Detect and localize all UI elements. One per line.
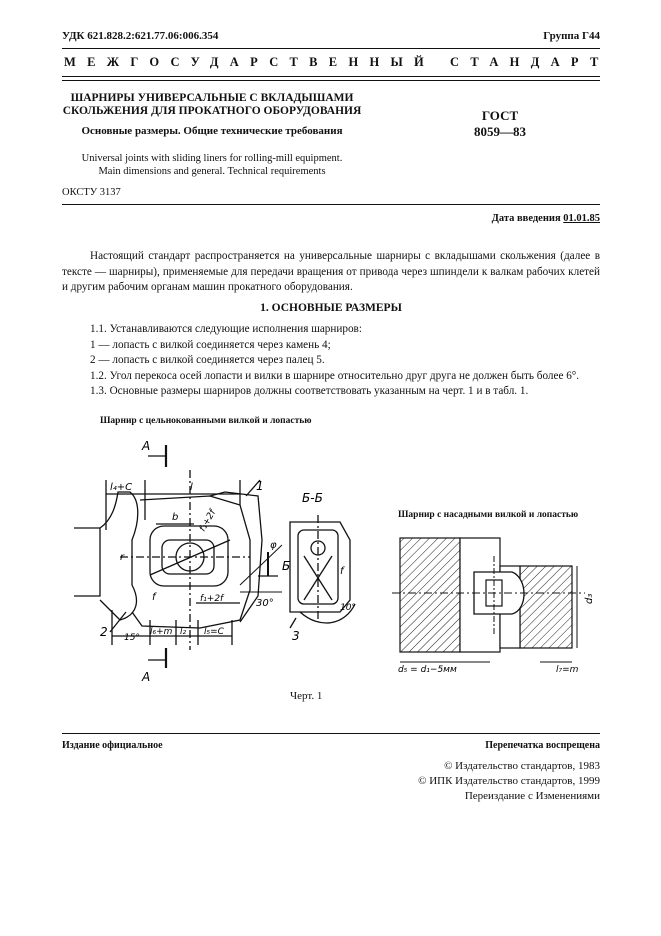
angle-30: 30° <box>256 598 274 609</box>
english-line-1: Universal joints with sliding liners for rolling-mill equipment. <box>81 153 343 164</box>
dim-f-small: f <box>340 566 344 577</box>
dim-f: f <box>152 592 156 603</box>
paragraph-1-3: 1.3. Основные размеры шарниров должны соответствовать указанным на черт. 1 и в табл. 1. <box>90 385 529 398</box>
paragraph-1-1: 1.1. Устанавливаются следующие исполнения шарниров: <box>90 323 362 335</box>
dim-f1-2f-top: f₁+2f <box>197 508 219 534</box>
figure-label: Черт. 1 <box>290 690 323 702</box>
dim-b: b <box>172 512 179 523</box>
callout-1: 1 <box>256 479 264 493</box>
section-1-heading: 1. ОСНОВНЫЕ РАЗМЕРЫ <box>260 302 402 314</box>
callout-2: 2 <box>100 625 108 639</box>
english-line-2: Main dimensions and general. Technical requirements <box>98 166 326 177</box>
dim-f1-2f-bottom: f₁+2f <box>200 594 224 604</box>
dim-r: r <box>120 552 125 563</box>
paragraph-1-1-b: 2 — лопасть с вилкой соединяется через палец 5. <box>90 354 325 367</box>
footer-reprint: Перепечатка воспрещена <box>485 740 600 751</box>
group-code: Группа Г44 <box>543 30 600 42</box>
paragraph-1-2: 1.2. Угол перекоса осей лопасти и вилки в шарнире относительно друг друга не должен быть более 6°. <box>90 369 580 382</box>
intro-date-label: Дата введения <box>491 213 561 224</box>
section-mark-a-bottom: А <box>142 670 151 684</box>
dim-l6-m: l₆+m <box>150 627 173 637</box>
dim-d3: d₃ <box>584 593 595 604</box>
section-mark-b: Б <box>282 559 291 573</box>
dim-l2: l₂ <box>180 627 187 637</box>
callout-3: 3 <box>292 629 300 643</box>
footer-rule <box>62 733 600 734</box>
banner-standard: СТАНДАРТ <box>450 55 610 69</box>
angle-phi: φ <box>270 540 277 551</box>
copyright-1999: © ИПК Издательство стандартов, 1999 <box>418 775 600 787</box>
copyright-block <box>330 759 600 804</box>
figure-caption-left: Шарнир с цельнокованными вилкой и лопастью <box>100 416 312 426</box>
title-line-2: СКОЛЬЖЕНИЯ ДЛЯ ПРОКАТНОГО ОБОРУДОВАНИЯ <box>62 105 362 117</box>
title-line-1: ШАРНИРЫ УНИВЕРСАЛЬНЫЕ С ВКЛАДЫШАМИ <box>70 92 354 104</box>
dim-l5-c: l₅=C <box>204 627 224 637</box>
dim-l: l <box>190 482 193 493</box>
figure-caption-right: Шарнир с насадными вилкой и лопастью <box>398 510 579 520</box>
gost-number: 8059—83 <box>474 124 526 139</box>
banner-interstate: МЕЖГОСУДАРСТВЕННЫЙ <box>64 55 436 69</box>
paragraph-1-1-a: 1 — лопасть с вилкой соединяется через камень 4; <box>90 338 331 351</box>
intro-paragraph: Настоящий стандарт распространяется на универсальные шарниры с вкладышами скольжения (далее в тексте — шарниры), применяемые для передачи вращения от привода через шпиндели к валкам рабочих клетей и другим рабочим органам машин прокатного оборудования. <box>62 250 600 294</box>
intro-date-value: 01.01.85 <box>563 213 600 224</box>
reissue-note: Переиздание с Изменениями <box>464 790 600 802</box>
dim-l7-m: l₇=m <box>556 665 579 675</box>
mounted-joint-view <box>392 538 585 662</box>
gost-label: ГОСТ <box>481 108 519 123</box>
angle-15: 15° <box>124 633 140 643</box>
dim-d5: d₅ = d₁−5мм <box>398 665 457 675</box>
angle-10: 10° <box>340 603 356 613</box>
dim-l4-c: l₄+C <box>110 482 133 493</box>
subtitle: Основные размеры. Общие технические требования <box>81 125 343 137</box>
okstu-code: ОКСТУ 3137 <box>62 187 121 198</box>
footer-official: Издание официальное <box>62 740 163 751</box>
section-title-bb: Б-Б <box>302 491 323 505</box>
udk-code: УДК 621.828.2:621.77.06:006.354 <box>62 30 219 42</box>
section-mark-a-top: А <box>142 439 151 453</box>
copyright-1983: © Издательство стандартов, 1983 <box>444 760 600 772</box>
